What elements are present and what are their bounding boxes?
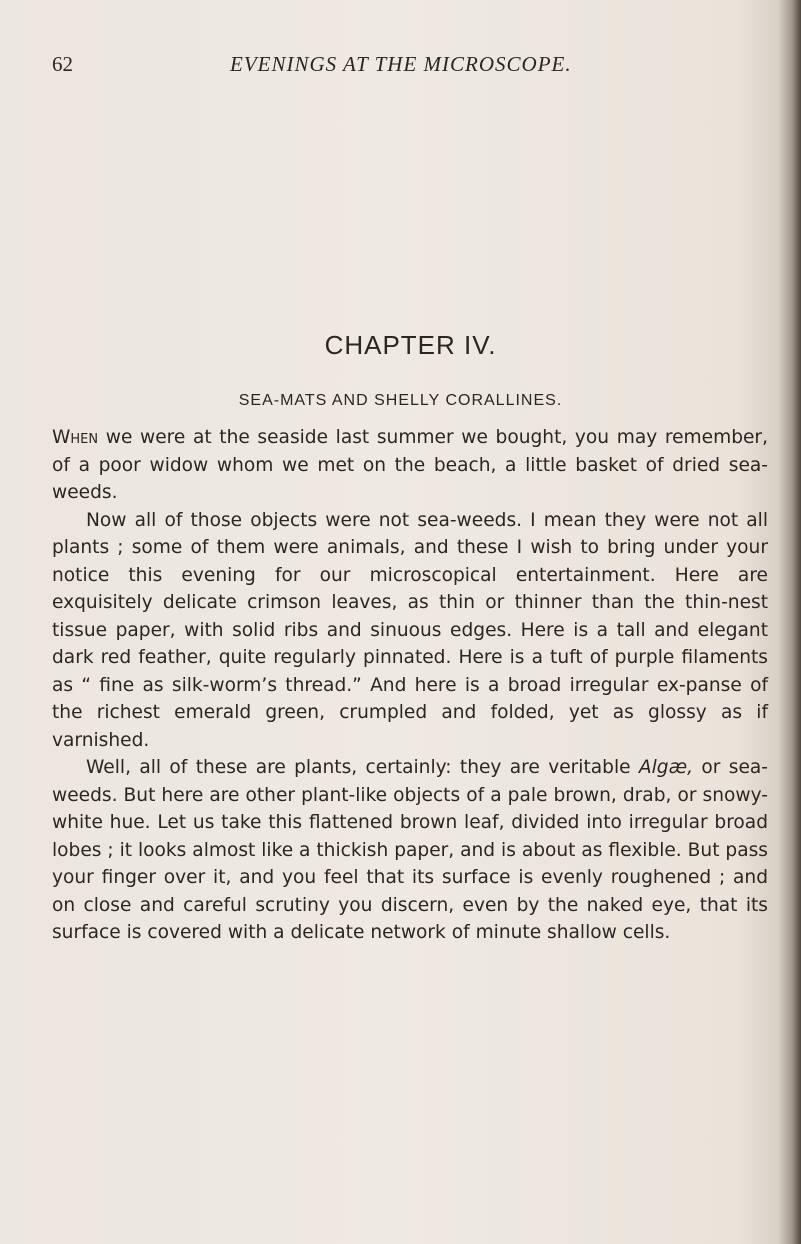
paragraph-1-text: we were at the seaside last summer we bought, you may remember, of a poor widow whom we met on the beach, a little basket of dried sea-weeds. [52,427,768,503]
paragraph-2 [52,507,768,755]
running-head [52,52,772,92]
paragraph-1 [52,424,768,507]
chapter-subtitle: SEA-MATS AND SHELLY CORALLINES. [238,392,563,409]
page-edge-shadow [779,0,801,1244]
running-title: EVENINGS AT THE MICROSCOPE. [230,52,572,76]
page-number: 62 [52,52,73,76]
chapter-title: CHAPTER IV. [324,330,497,360]
drop-lead-word: When [52,427,99,448]
paragraph-3-after: or sea-weeds. But here are other plant-like objects of a pale brown, drab, or snowy-white hue. Let us take this flattened brown leaf, divided into irregular broad lobes ; it looks almost like a thickish paper, and is about as flexible. But pass your finger over it, and you feel that its surface is evenly roughened ; and on close and careful scrutiny you discern, even by the naked eye, that its surface is covered with a delicate network of minute shallow cells. [52,757,768,943]
body-text [52,424,768,947]
paragraph-3-before: Well, all of these are plants, certainly: they are veritable [86,757,639,778]
paragraph-3 [52,754,768,947]
paragraph-3-italic-term: Algæ, [638,757,694,778]
paragraph-2-text: Now all of those objects were not sea-weeds. I mean they were not all plants ; some of them were animals, and these I wish to bring under your notice this evening for our microscopical entertainment. Here are exquisitely delicate crimson leaves, as thin or thinner than the thin-nest tissue paper, with solid ribs and sinuous edges. Here is a tall and elegant dark red feather, quite regularly pinnated. Here is a tuft of purple filaments as “ fine as silk-worm’s thread.” And here is a broad irregular ex-panse of the richest emerald green, crumpled and folded, yet as glossy as if varnished. [52,509,768,751]
